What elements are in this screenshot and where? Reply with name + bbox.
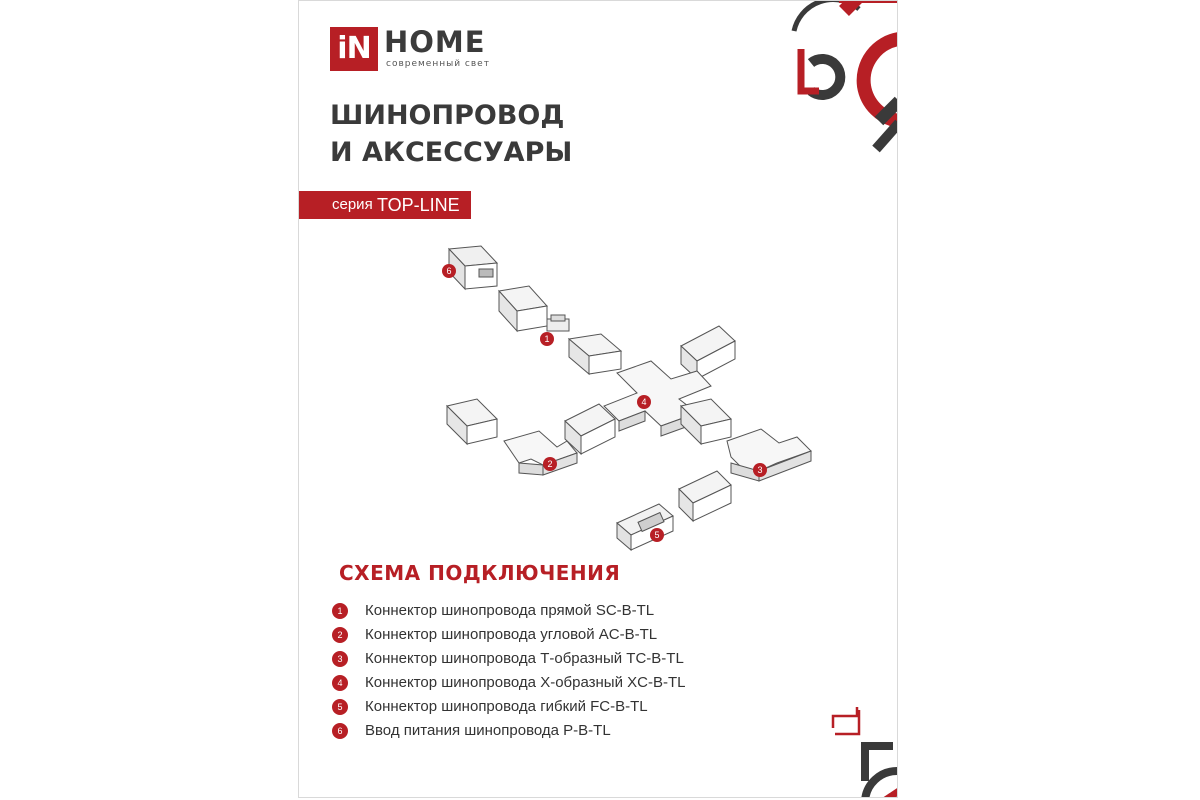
rail-segment <box>679 471 731 521</box>
series-name: TOP-LINE <box>377 195 460 215</box>
straight-connector-part <box>547 315 569 331</box>
catalog-cover-page <box>298 0 898 798</box>
callout-1-label: 1 <box>544 334 550 344</box>
flexible-connector-part <box>617 504 673 550</box>
callout-4 <box>637 395 651 409</box>
legend-text: Коннектор шинопровода гибкий FC-B-TL <box>365 698 648 715</box>
legend-number-badge: 4 <box>332 675 348 691</box>
legend-text: Коннектор шинопровода прямой SC-B-TL <box>365 602 655 619</box>
legend-text: Коннектор шинопровода Х-образный XC-B-TL <box>365 674 686 691</box>
rail-segment <box>681 326 735 379</box>
legend-number-badge: 2 <box>332 627 348 643</box>
rail-segment <box>681 399 731 444</box>
callout-5-label: 5 <box>654 530 660 540</box>
legend-number-badge: 1 <box>332 603 348 619</box>
callout-2-label: 2 <box>547 459 553 469</box>
title-line-1: ШИНОПРОВОД <box>330 100 565 131</box>
logo-word: HOME <box>384 25 486 59</box>
rail-segment <box>447 399 497 444</box>
t-connector-part <box>727 429 811 481</box>
rail-segment <box>569 334 621 374</box>
callout-6 <box>442 264 456 278</box>
callout-4-label: 4 <box>641 397 647 407</box>
rail-segment <box>499 286 547 331</box>
rail-segment <box>565 404 615 454</box>
callout-2 <box>543 457 557 471</box>
power-feed-part <box>449 246 497 289</box>
legend-number-badge: 6 <box>332 723 348 739</box>
logo-tagline: современный свет <box>386 59 490 69</box>
callout-5 <box>650 528 664 542</box>
legend-number-badge: 3 <box>332 651 348 667</box>
legend-number-badge: 5 <box>332 699 348 715</box>
callout-3 <box>753 463 767 477</box>
title-line-2: И АКСЕССУАРЫ <box>330 137 573 168</box>
schema-title: СХЕМА ПОДКЛЮЧЕНИЯ <box>339 561 621 585</box>
callout-1 <box>540 332 554 346</box>
legend-text: Коннектор шинопровода угловой AC-B-TL <box>365 626 658 643</box>
callout-3-label: 3 <box>757 465 763 475</box>
series-prefix: серия <box>332 196 373 213</box>
legend-text: Коннектор шинопровода Т-образный TC-B-TL <box>365 650 684 667</box>
legend-text: Ввод питания шинопровода P-B-TL <box>365 722 611 739</box>
callout-6-label: 6 <box>446 266 452 276</box>
logo-mark: iN <box>330 27 378 71</box>
